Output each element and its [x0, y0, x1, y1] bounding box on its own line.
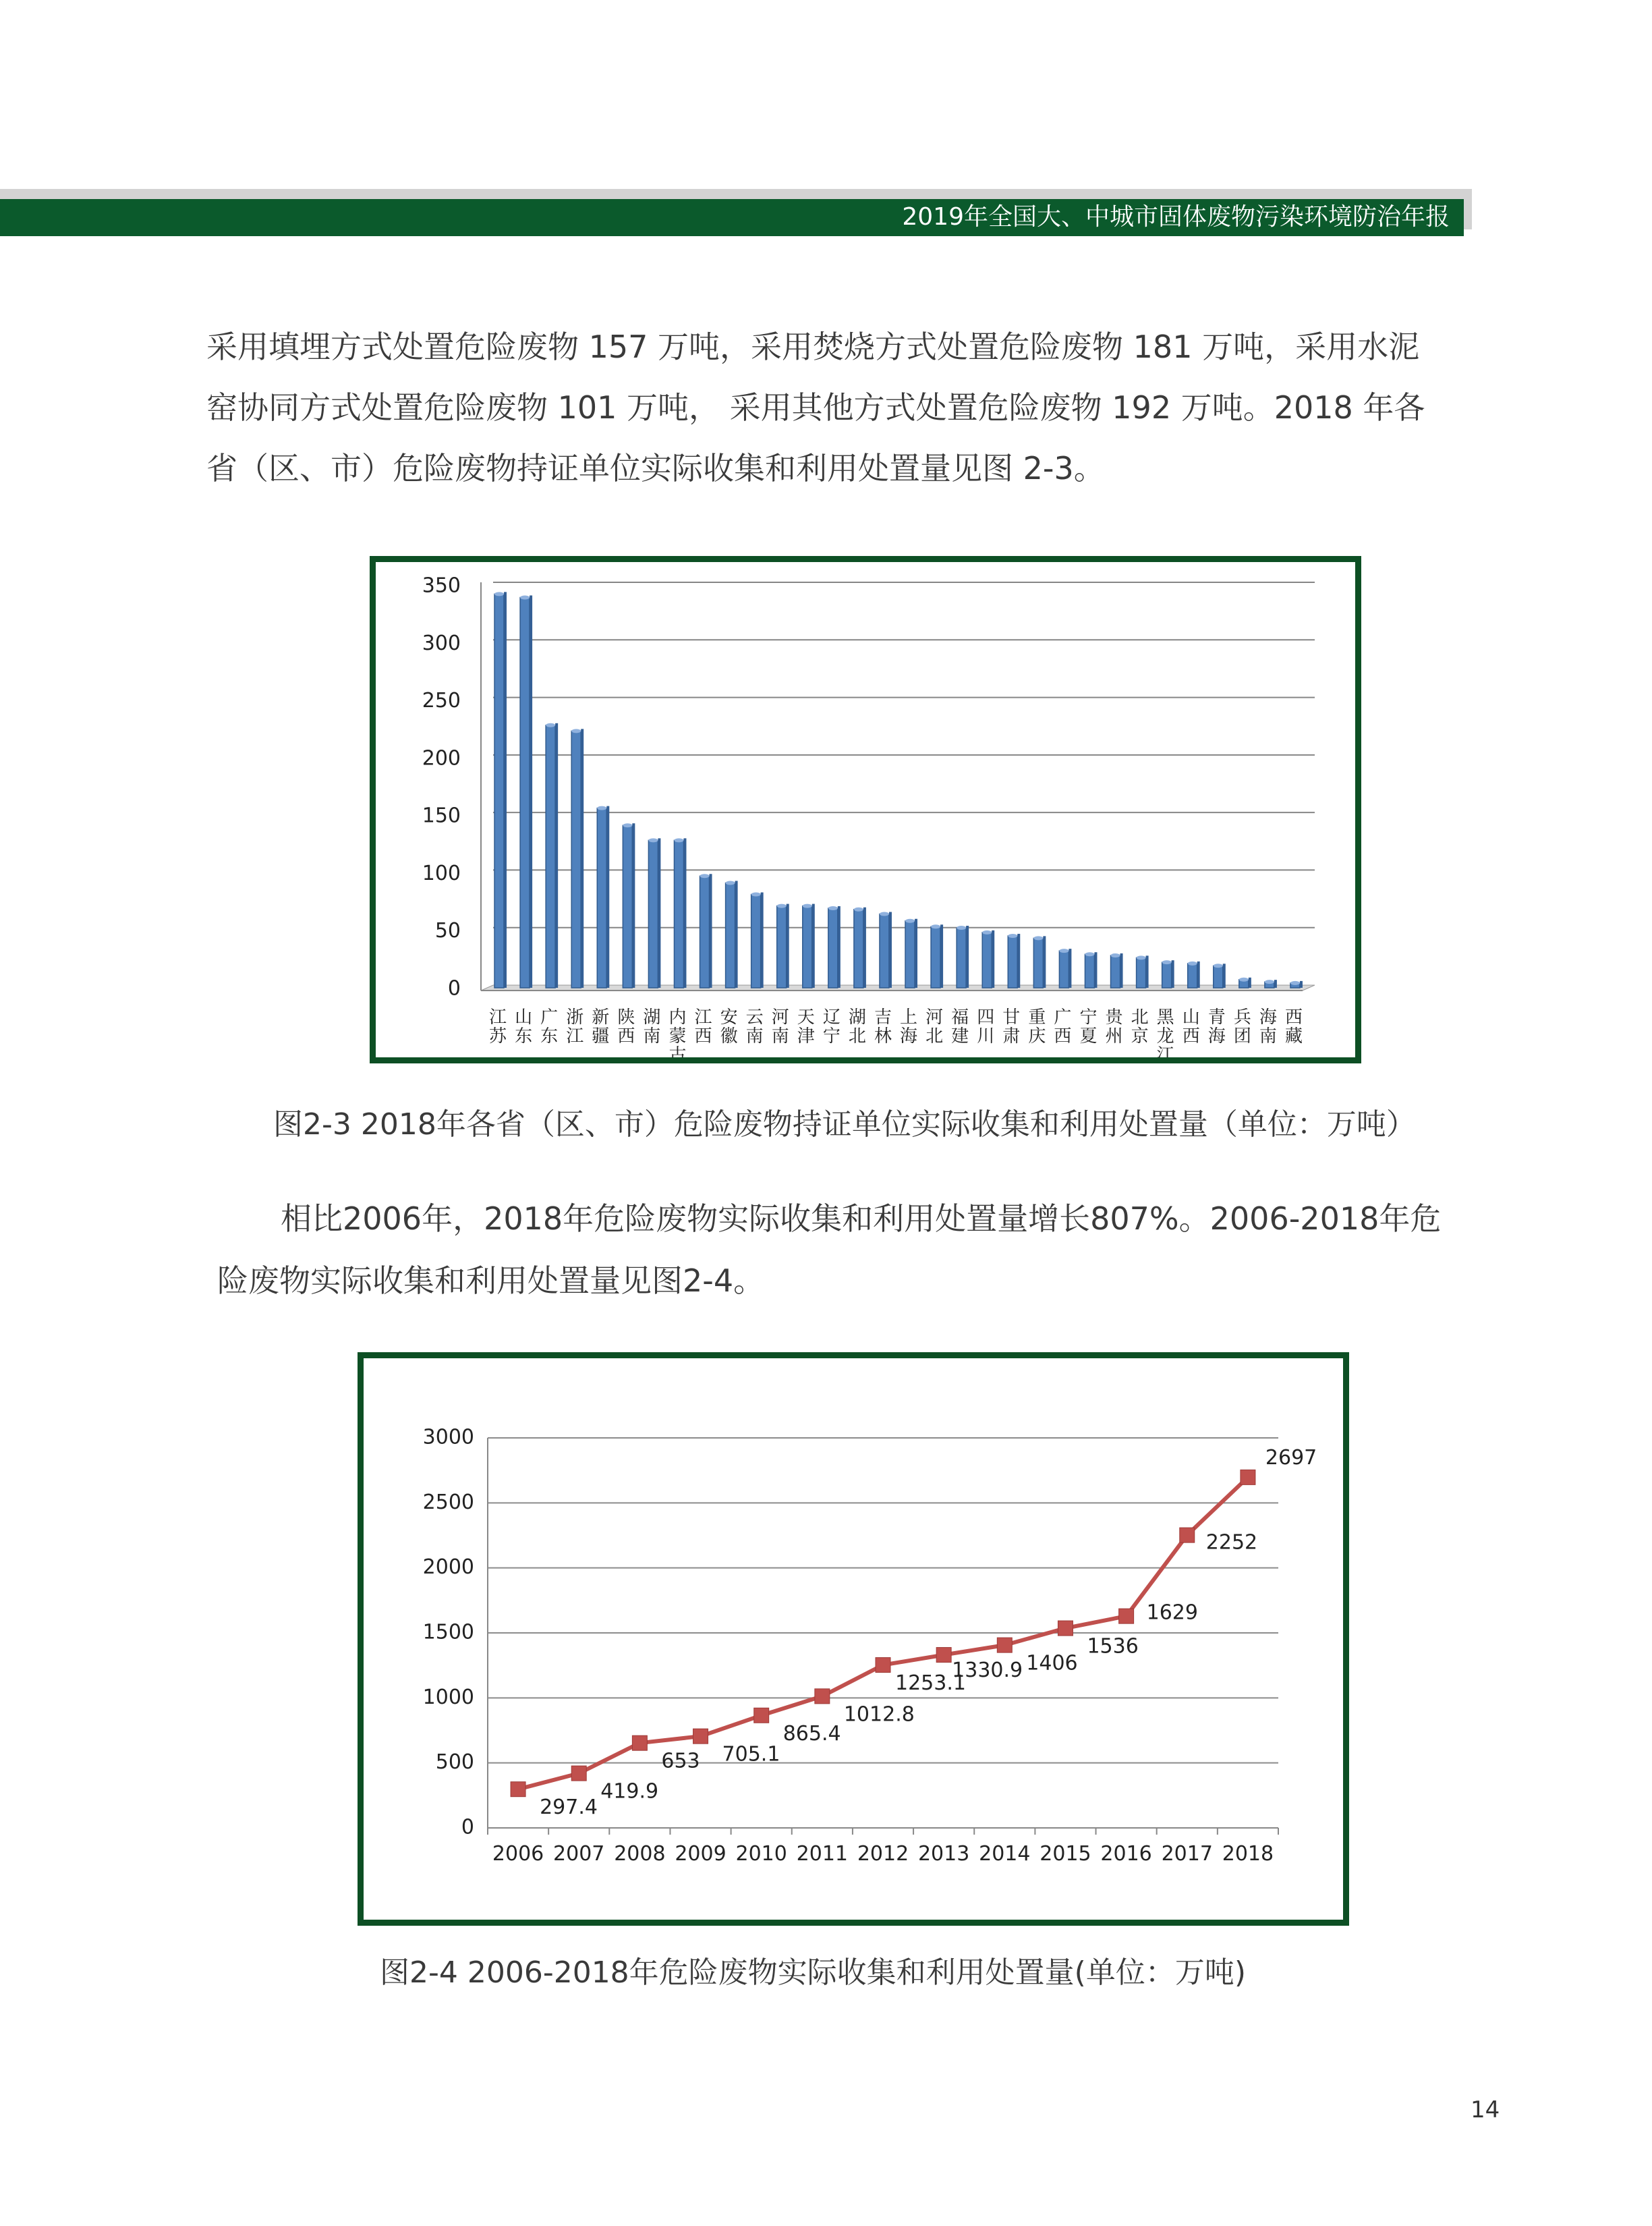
bar-chart-bar-side [863, 908, 866, 988]
bar-chart-category-label: 河北 [925, 1007, 944, 1047]
bar-chart-bar-top [854, 908, 863, 912]
bar-chart-bar-top [546, 723, 555, 727]
bar-chart-bar [571, 729, 583, 988]
bar-chart-bar [931, 924, 943, 988]
line-chart-data-label: 1406 [1026, 1651, 1078, 1675]
bar-chart-bar [546, 723, 558, 988]
line-chart-point [1241, 1470, 1255, 1484]
bar-chart-bar-side [787, 904, 789, 988]
bar-chart-bar [520, 595, 532, 988]
bar-chart-bar-body [674, 840, 683, 988]
line-chart-point [693, 1729, 708, 1744]
bar-chart-ytick-label: 100 [422, 861, 461, 885]
bar-chart-category-label: 北京 [1131, 1007, 1149, 1047]
bar-chart-category-label: 兵团 [1233, 1007, 1251, 1047]
bar-chart-bar-top [931, 924, 940, 928]
bar-chart-bar [1162, 960, 1174, 988]
bar-chart-bar [1137, 955, 1149, 988]
bar-chart-bar [700, 874, 712, 988]
line-chart-xtick-label: 2011 [796, 1842, 849, 1866]
line-chart-xtick-label: 2009 [675, 1842, 727, 1866]
bar-chart-bar-body [982, 933, 992, 988]
line-chart-data-label: 419.9 [600, 1779, 659, 1804]
bar-chart-bar-top [1188, 962, 1197, 966]
bar-chart-bar-side [1043, 936, 1046, 988]
bar-chart-category-label: 广西 [1054, 1007, 1072, 1047]
bar-chart-bar-top [1265, 980, 1274, 984]
bar-chart-bar-body [828, 908, 838, 988]
bar-chart-bar-body [751, 895, 761, 988]
bar-chart-ytick-label: 0 [447, 976, 461, 1001]
bar-chart-bar [1188, 962, 1200, 988]
bar-chart-bar-side [1300, 981, 1303, 988]
bar-chart-category-label: 广东 [540, 1007, 559, 1047]
bar-chart-bar-side [1017, 934, 1020, 988]
bar-chart-bar-top [957, 926, 966, 930]
bar-chart-bar-body [880, 914, 889, 988]
line-chart-data-label: 865.4 [782, 1721, 841, 1746]
line-chart-xtick-label: 2014 [979, 1842, 1031, 1866]
line-chart-data-label: 2697 [1265, 1445, 1317, 1470]
bar-chart-bar-side [1249, 978, 1251, 988]
bar-chart-bar [751, 893, 764, 988]
line-chart-point [876, 1658, 890, 1673]
bar-chart-bar-body [1214, 966, 1223, 988]
bar-chart-bar-body [726, 883, 735, 988]
bar-chart-bar-body [931, 926, 940, 988]
line-chart-point [997, 1638, 1012, 1652]
line-chart-xtick-label: 2018 [1222, 1842, 1274, 1866]
bar-chart-bar [803, 904, 815, 988]
bar-chart-bar-side [915, 919, 917, 988]
bar-chart-bar [597, 806, 609, 988]
bar-chart [376, 562, 1355, 1057]
bar-chart-bar-body [905, 921, 915, 988]
bar-chart-bar [982, 930, 994, 988]
bar-chart-bar-side [735, 881, 738, 988]
line-chart-data-label: 1253.1 [895, 1671, 966, 1696]
paragraph1-line1: 采用填埋方式处置危险废物 157 万吨，采用焚烧方式处置危险废物 181 万吨，采用水泥 [206, 329, 1420, 365]
bar-chart-bar-body [1188, 964, 1197, 988]
line-chart-ytick-label: 1000 [422, 1685, 474, 1709]
bar-chart-category-label: 河南 [771, 1007, 789, 1047]
bar-chart-bar [674, 838, 686, 988]
bar-chart-bar-side [710, 874, 712, 988]
bar-chart-ytick-label: 300 [422, 631, 461, 655]
bar-chart-bar-side [1094, 952, 1097, 988]
bar-chart-bar-top [494, 592, 504, 596]
bar-chart-category-label: 重庆 [1028, 1007, 1046, 1047]
bar-chart-bar-side [940, 924, 943, 988]
paragraph2-line2: 险废物实际收集和利用处置量见图2-4。 [217, 1262, 765, 1299]
figure-2-3-frame [370, 556, 1361, 1063]
line-chart-point [1180, 1528, 1195, 1542]
line-chart-data-label: 653 [661, 1749, 700, 1773]
bar-chart-bar-side [581, 729, 583, 988]
bar-chart-bar-side [992, 930, 994, 988]
figure-2-3-caption: 图2-3 2018年各省（区、市）危险废物持证单位实际收集和利用处置量（单位：万吨） [273, 1107, 1416, 1142]
bar-chart-bar-side [1274, 980, 1277, 988]
bar-chart-bar-side [889, 912, 892, 988]
line-chart-point [632, 1735, 647, 1750]
bar-chart-bar [623, 823, 635, 988]
line-chart-data-label: 2252 [1205, 1530, 1258, 1555]
line-chart-xtick-label: 2010 [735, 1842, 787, 1866]
bar-chart-bar-body [777, 906, 787, 988]
bar-chart-category-label: 陕西 [617, 1007, 635, 1047]
bar-chart-category-label: 云南 [745, 1007, 764, 1047]
bar-chart-category-label: 内蒙古 [668, 1007, 687, 1057]
bar-chart-bar-side [812, 904, 815, 988]
bar-chart-bar-body [1059, 951, 1069, 988]
bar-chart-bar-body [1085, 954, 1094, 988]
bar-chart-bar [1239, 978, 1251, 988]
paragraph1-line2: 窑协同方式处置危险废物 101 万吨， 采用其他方式处置危险废物 192 万吨。2018 年各 [206, 389, 1425, 426]
bar-chart-bar-side [1069, 949, 1071, 988]
bar-chart-bar [1111, 953, 1123, 988]
report-title: 2019年全国大、中城市固体废物污染环境防治年报 [902, 203, 1450, 231]
bar-chart-category-label: 新疆 [592, 1007, 610, 1047]
bar-chart-bar-side [632, 823, 635, 988]
paragraph2-line1: 相比2006年，2018年危险废物实际收集和利用处置量增长807%。2006-2018年危 [281, 1200, 1442, 1237]
bar-chart-category-label: 湖北 [848, 1007, 866, 1047]
bar-chart-ytick-label: 200 [422, 746, 461, 771]
line-chart-point [1119, 1609, 1134, 1623]
bar-chart-ytick-label: 50 [434, 919, 461, 943]
bar-chart-bar-top [1137, 955, 1146, 959]
figure-2-4-frame [358, 1352, 1349, 1926]
bar-chart-bar [777, 904, 789, 988]
bar-chart-bar-side [838, 906, 841, 988]
bar-chart-bar-body [648, 840, 658, 988]
bar-chart-bar [648, 838, 660, 988]
bar-chart-category-label: 西藏 [1284, 1007, 1303, 1047]
bar-chart-bar-top [982, 930, 992, 935]
bar-chart-category-label: 福建 [951, 1007, 969, 1047]
figure-2-4-caption: 图2-4 2006-2018年危险废物实际收集和利用处置量(单位：万吨) [380, 1955, 1247, 1990]
page-number: 14 [1471, 2096, 1500, 2123]
bar-chart-bar-top [1085, 952, 1094, 956]
line-chart-data-label: 1629 [1146, 1601, 1198, 1625]
bar-chart-bar-body [546, 725, 555, 988]
bar-chart-category-label: 江西 [694, 1007, 712, 1047]
bar-chart-bar-side [530, 595, 532, 988]
bar-chart-bar-body [700, 876, 710, 988]
bar-chart-bar [1290, 981, 1303, 988]
bar-chart-category-label: 黑龙江 [1156, 1007, 1174, 1057]
line-chart-ytick-label: 0 [461, 1815, 474, 1839]
bar-chart-category-label: 贵州 [1105, 1007, 1123, 1047]
bar-chart-bar-top [751, 893, 761, 897]
bar-chart-bar-top [1111, 953, 1120, 957]
bar-chart-bar-top [1008, 934, 1017, 938]
bar-chart-category-label: 四川 [977, 1007, 995, 1047]
bar-chart-category-label: 山东 [515, 1007, 533, 1047]
bar-chart-bar-body [1033, 938, 1043, 988]
bar-chart-category-label: 宁夏 [1079, 1007, 1098, 1047]
bar-chart-category-label: 江苏 [489, 1007, 507, 1047]
bar-chart-bar-side [1146, 955, 1149, 988]
bar-chart-bar-body [854, 910, 863, 988]
bar-chart-bar-side [504, 592, 507, 988]
bar-chart-bar-top [674, 838, 683, 842]
line-chart-xtick-label: 2017 [1161, 1842, 1213, 1866]
bar-chart-bar-top [905, 919, 915, 923]
bar-chart-category-label: 上海 [900, 1007, 918, 1047]
bar-chart-bar-side [1172, 960, 1174, 988]
bar-chart-bar [1008, 934, 1020, 988]
line-chart-xtick-label: 2007 [553, 1842, 605, 1866]
bar-chart-bar-body [1137, 957, 1146, 988]
line-chart-ytick-label: 2000 [422, 1555, 474, 1580]
bar-chart-category-label: 山西 [1182, 1007, 1200, 1047]
line-chart-xtick-label: 2008 [614, 1842, 666, 1866]
bar-chart-bar-top [726, 881, 735, 885]
line-chart-ytick-label: 3000 [422, 1425, 474, 1449]
line-chart-data-label: 1536 [1087, 1634, 1139, 1659]
bar-chart-bar-body [623, 825, 632, 988]
bar-chart-bar [905, 919, 917, 988]
bar-chart-category-label: 甘肃 [1002, 1007, 1021, 1047]
line-chart-point [1058, 1621, 1073, 1636]
bar-chart-bar [1214, 964, 1226, 988]
bar-chart-bar-top [597, 806, 606, 810]
line-chart [364, 1358, 1343, 1920]
bar-chart-bar-body [957, 928, 966, 988]
line-chart-xtick-label: 2006 [492, 1842, 544, 1866]
line-chart-data-label: 705.1 [722, 1742, 780, 1766]
bar-chart-bar [494, 592, 507, 988]
bar-chart-bar [1265, 980, 1277, 988]
line-chart-point [815, 1689, 830, 1704]
bar-chart-ytick-label: 250 [422, 689, 461, 713]
bar-chart-bar-side [966, 926, 969, 988]
bar-chart-bar-top [880, 912, 889, 916]
bar-chart-bar-top [803, 904, 812, 908]
line-chart-ytick-label: 1500 [422, 1620, 474, 1644]
bar-chart-bar-side [555, 723, 558, 988]
bar-chart-bar-body [597, 808, 606, 988]
bar-chart-bar [1085, 952, 1097, 988]
bar-chart-bar [1059, 949, 1071, 988]
line-chart-point [754, 1708, 769, 1723]
bar-chart-bar-body [571, 731, 581, 988]
line-chart-point [571, 1766, 586, 1781]
line-chart-xtick-label: 2016 [1100, 1842, 1152, 1866]
bar-chart-bar-body [520, 597, 530, 988]
line-chart-point [511, 1782, 525, 1797]
bar-chart-bar-body [1162, 962, 1172, 988]
bar-chart-bar-top [623, 823, 632, 827]
bar-chart-bar-top [1033, 936, 1043, 940]
bar-chart-bar-top [1214, 964, 1223, 968]
bar-chart-bar-body [803, 906, 812, 988]
bar-chart-bar-body [1008, 936, 1017, 988]
line-chart-xtick-label: 2015 [1039, 1842, 1091, 1866]
bar-chart-category-label: 安徽 [720, 1007, 738, 1047]
bar-chart-bar-side [1223, 964, 1226, 988]
line-chart-xtick-label: 2012 [857, 1842, 909, 1866]
bar-chart-bar-top [520, 595, 530, 599]
bar-chart-bar-body [494, 594, 504, 988]
bar-chart-bar-top [828, 906, 838, 910]
bar-chart-bar [957, 926, 969, 988]
bar-chart-bar-top [1239, 978, 1249, 982]
bar-chart-bar [854, 908, 866, 988]
bar-chart-bar [880, 912, 892, 988]
bar-chart-bar-top [777, 904, 787, 908]
line-chart-ytick-label: 500 [435, 1750, 474, 1775]
bar-chart-category-label: 青海 [1207, 1007, 1226, 1047]
bar-chart-bar-side [658, 838, 660, 988]
line-chart-data-label: 1330.9 [952, 1659, 1023, 1683]
bar-chart-bar [726, 881, 738, 988]
line-chart-point [936, 1648, 951, 1663]
bar-chart-bar-top [1162, 960, 1172, 964]
bar-chart-category-label: 海南 [1259, 1007, 1277, 1047]
bar-chart-bar-top [648, 838, 658, 842]
bar-chart-bar-side [683, 838, 686, 988]
bar-chart-bar-top [700, 874, 710, 878]
bar-chart-bar-top [571, 729, 581, 733]
bar-chart-category-label: 天津 [797, 1007, 815, 1047]
bar-chart-bar-side [606, 806, 609, 988]
bar-chart-ytick-label: 150 [422, 804, 461, 828]
bar-chart-category-label: 吉林 [874, 1007, 892, 1047]
bar-chart-bar-top [1059, 949, 1069, 953]
bar-chart-category-label: 湖南 [643, 1007, 661, 1047]
bar-chart-bar [828, 906, 841, 988]
line-chart-ytick-label: 2500 [422, 1490, 474, 1514]
bar-chart-category-label: 浙江 [566, 1007, 584, 1047]
bar-chart-category-label: 辽宁 [822, 1007, 841, 1047]
bar-chart-bar [1033, 936, 1046, 988]
line-chart-data-label: 297.4 [540, 1796, 598, 1820]
bar-chart-bar-side [1120, 953, 1123, 988]
bar-chart-ytick-label: 350 [422, 574, 461, 598]
line-chart-xtick-label: 2013 [917, 1842, 970, 1866]
bar-chart-bar-body [1111, 955, 1120, 988]
bar-chart-bar-side [1197, 962, 1200, 988]
bar-chart-bar-side [761, 893, 764, 988]
line-chart-data-label: 1012.8 [843, 1702, 915, 1727]
bar-chart-bar-top [1290, 981, 1300, 985]
paragraph1-line3: 省（区、市）危险废物持证单位实际收集和利用处置量见图 2-3。 [206, 450, 1105, 486]
